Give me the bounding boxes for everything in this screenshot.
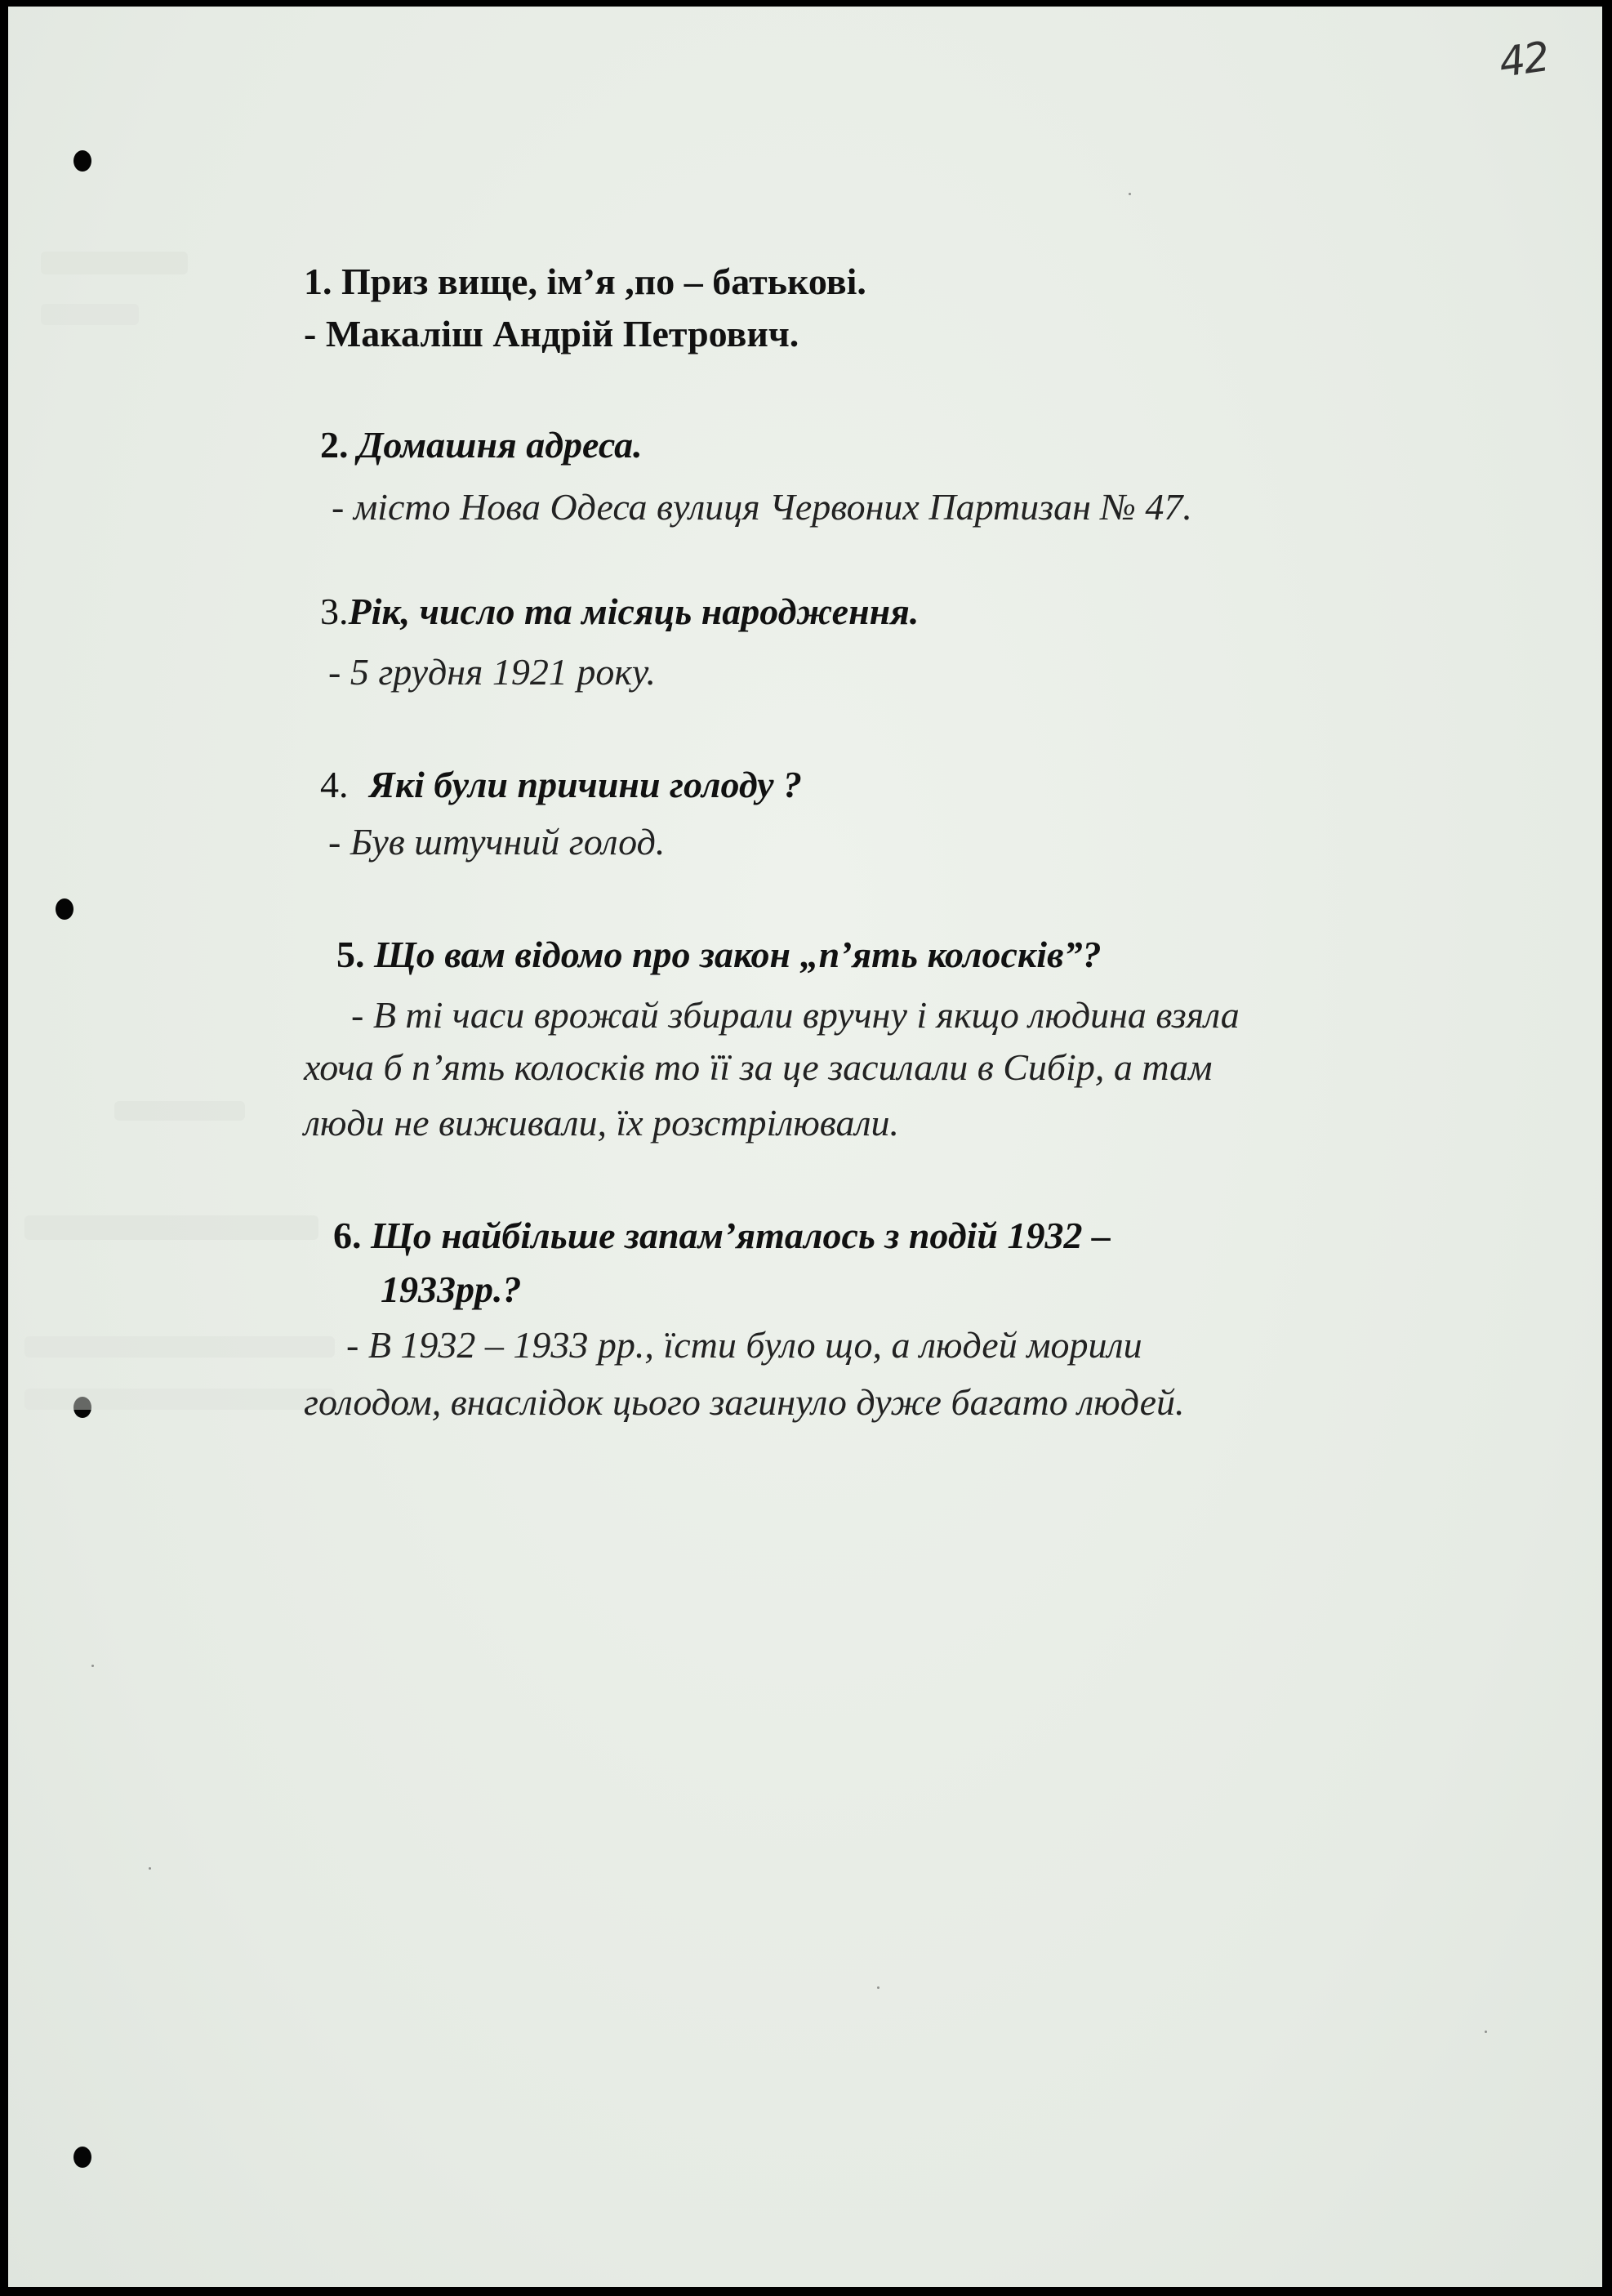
speck (149, 1867, 151, 1870)
item-5-answer-line-2: хоча б п’ять колосків то її за це засилали в Сибір, а там (304, 1046, 1213, 1088)
item-5-answer-line-1: - В ті часи врожай збирали вручну і якщо людина взяла (351, 994, 1240, 1036)
bleed-through-mark (24, 1389, 335, 1410)
punch-hole-4 (73, 2147, 91, 2168)
item-5-answer-line-3: люди не виживали, їх розстрілювали. (304, 1102, 900, 1144)
item-1-question (304, 263, 866, 301)
bleed-through-mark (114, 1101, 245, 1121)
item-3-number: 3. (320, 591, 349, 632)
item-5-number: 5. (336, 934, 365, 975)
speck (1485, 2031, 1487, 2033)
item-2-question-text: Домашня адреса. (358, 424, 643, 466)
item-6-question-line-1 (333, 1217, 1111, 1255)
item-2-question (320, 426, 643, 464)
page-number: 42 (1496, 33, 1552, 87)
speck (1129, 193, 1131, 195)
item-4-answer: - Був штучний голод. (328, 821, 666, 863)
punch-hole-1 (73, 150, 91, 172)
item-6-answer-line-2: голодом, внаслідок цього загинуло дуже багато людей. (304, 1381, 1185, 1423)
item-2-answer: - місто Нова Одеса вулиця Червоних Партизан № 47. (332, 486, 1192, 528)
bleed-through-mark (24, 1215, 318, 1240)
item-4-question (320, 766, 802, 804)
item-1-number: 1. (304, 261, 332, 302)
bleed-through-mark (41, 304, 139, 325)
item-3-question-text: Рік, число та місяць народження. (348, 591, 920, 632)
punch-hole-2 (56, 898, 73, 920)
item-3-answer: - 5 грудня 1921 року. (328, 651, 656, 693)
item-6-question-text-1: Що найбільше запам’яталось з подій 1932 – (371, 1215, 1111, 1256)
item-1-answer: - Макаліш Андрій Петрович. (304, 313, 799, 354)
item-5-question (336, 936, 1102, 974)
item-4-question-text: Які були причини голоду ? (369, 764, 802, 805)
item-2-number: 2. (320, 424, 349, 466)
item-6-answer-line-1: - В 1932 – 1933 рр., їсти було що, а людей морили (346, 1324, 1142, 1366)
document-page (8, 7, 1602, 2287)
bleed-through-mark (41, 252, 188, 274)
item-6-number: 6. (333, 1215, 362, 1256)
speck (91, 1665, 94, 1667)
item-4-number: 4. (320, 764, 349, 805)
item-6-question-line-2: 1933рр.? (381, 1268, 522, 1310)
item-1-question-text: Приз вище, ім’я ,по – батькові. (341, 261, 866, 302)
bleed-through-mark (24, 1336, 335, 1358)
speck (877, 1986, 879, 1989)
item-3-question (320, 593, 919, 631)
item-5-question-text: Що вам відомо про закон „п’ять колосків”? (374, 934, 1102, 975)
